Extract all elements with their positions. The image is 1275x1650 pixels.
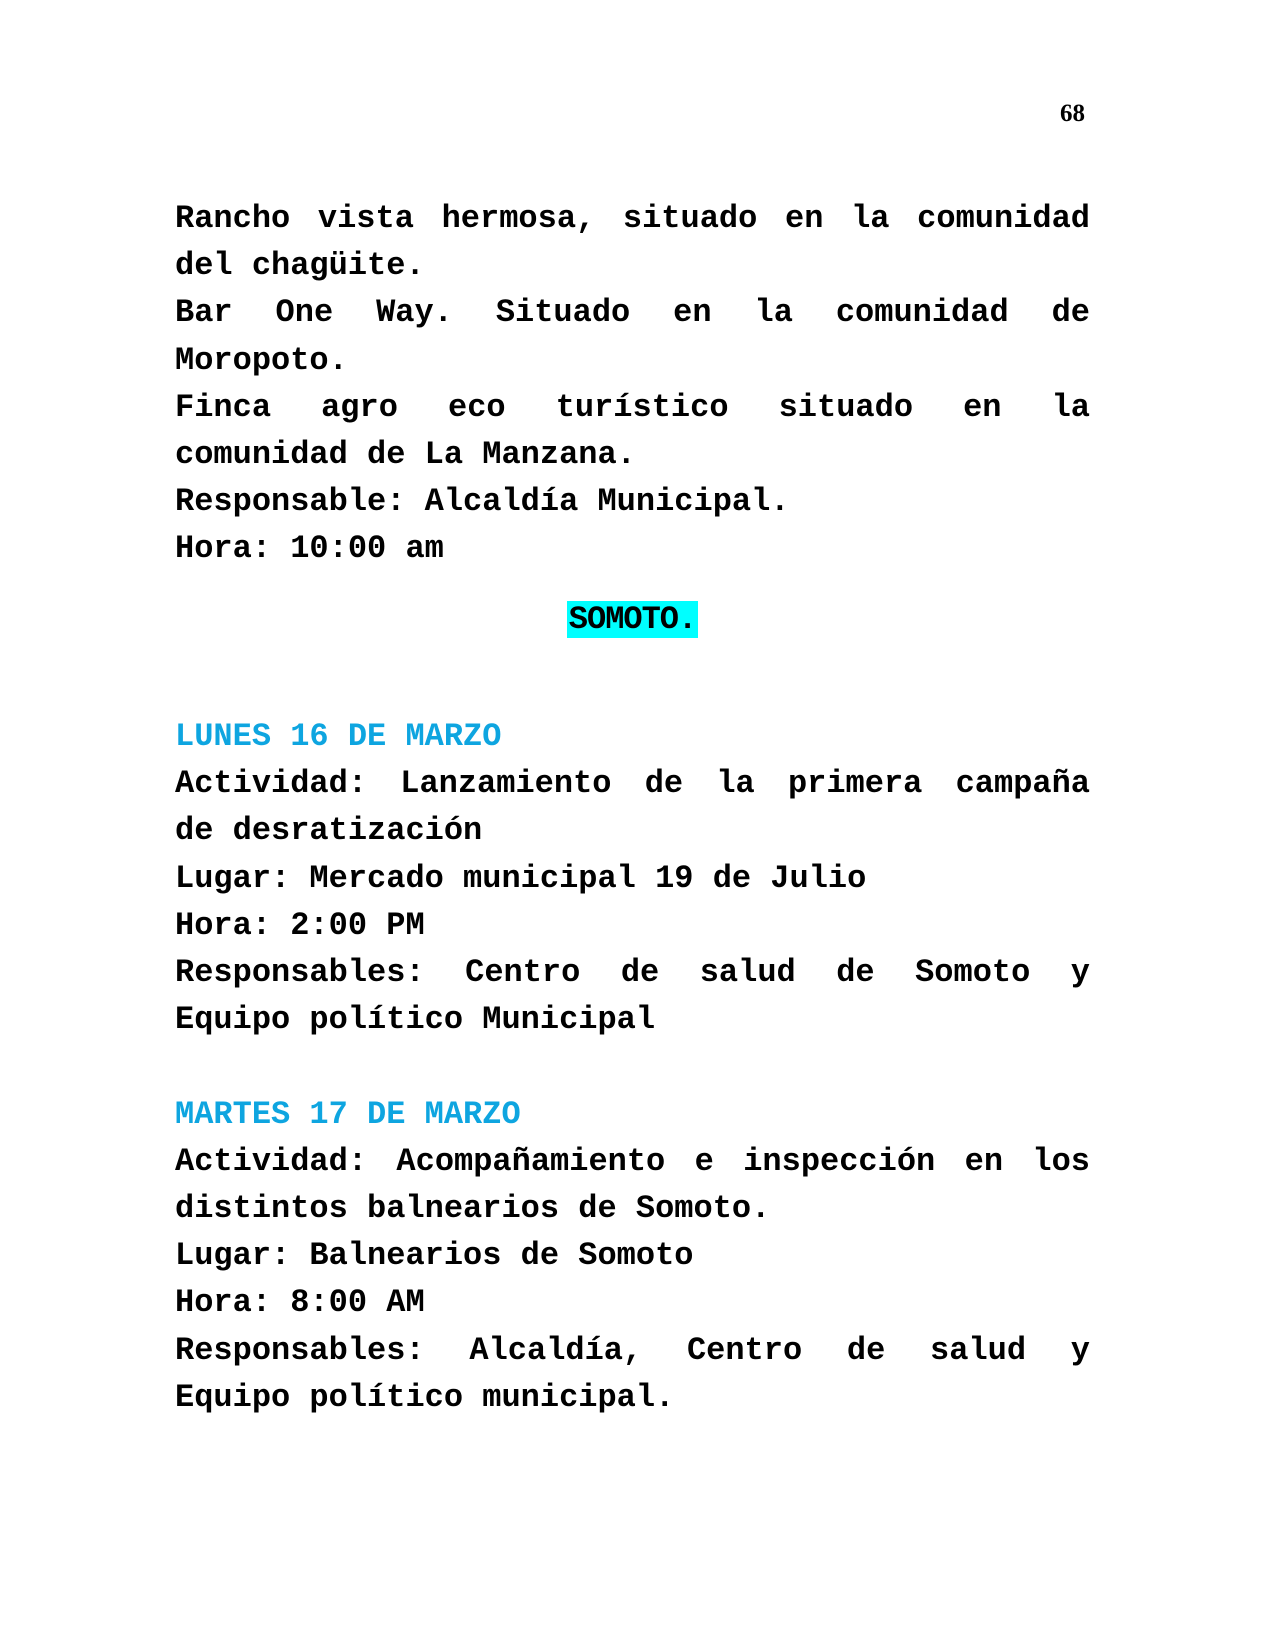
monday-line-5: Responsables: Centro de salud de Somoto y [175,954,1090,992]
tuesday-line-3: Lugar: Balnearios de Somoto [175,1237,694,1275]
tuesday-line-6: Equipo político municipal. [175,1378,675,1416]
intro-line-2: del chagüite. [175,247,425,285]
intro-line-6: comunidad de La Manzana. [175,436,636,474]
intro-line-3: Bar One Way. Situado en la comunidad de [175,294,1090,332]
monday-line-4: Hora: 2:00 PM [175,906,425,944]
monday-line-3: Lugar: Mercado municipal 19 de Julio [175,859,867,897]
monday-line-2: de desratización [175,812,483,850]
section-title: SOMOTO. [568,600,697,638]
tuesday-line-2: distintos balnearios de Somoto. [175,1190,771,1228]
tuesday-line-5: Responsables: Alcaldía, Centro de salud y [175,1331,1090,1369]
spacer [175,1043,1090,1090]
tuesday-line-1: Actividad: Acompañamiento e inspección en los [175,1142,1090,1180]
monday-line-1: Actividad: Lanzamiento de la primera campaña [175,765,1090,803]
section-title-row [175,596,1090,643]
intro-line-7: Responsable: Alcaldía Municipal. [175,483,790,521]
tuesday-line-4: Hora: 8:00 AM [175,1284,425,1322]
day-heading-monday: LUNES 16 DE MARZO [175,718,502,755]
intro-line-1: Rancho vista hermosa, situado en la comunidad [175,200,1090,237]
intro-line-8: Hora: 10:00 am [175,530,444,568]
day-heading-tuesday: MARTES 17 DE MARZO [175,1095,521,1133]
document-body [175,195,1090,1421]
page-number: 68 [1060,100,1085,127]
spacer [175,666,1090,713]
intro-line-5: Finca agro eco turístico situado en la [175,388,1090,426]
monday-line-6: Equipo político Municipal [175,1001,656,1039]
intro-line-4: Moropoto. [175,341,348,379]
